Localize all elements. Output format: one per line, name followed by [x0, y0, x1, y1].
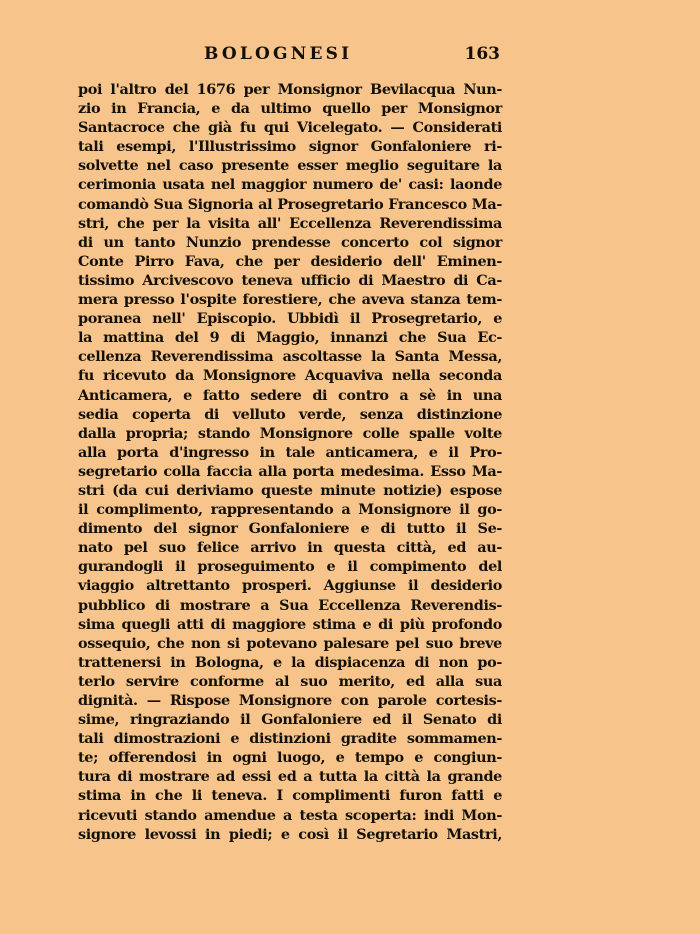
- text-line: stri (da cui deriviamo queste minute notizie) espose: [78, 481, 502, 499]
- text-line: tura di mostrare ad essi ed a tutta la città la grande: [78, 768, 502, 786]
- text-line: te; offerendosi in ogni luogo, e tempo e congiun-: [78, 749, 502, 767]
- text-line: cerimonia usata nel maggior numero de' casi: laonde: [78, 176, 502, 194]
- text-line: trattenersi in Bologna, e la dispiacenza di non po-: [78, 653, 502, 671]
- text-line: gurandogli il proseguimento e il compimento del: [78, 558, 502, 576]
- text-line: ricevuti stando amendue a testa scoperta: indi Mon-: [78, 806, 502, 824]
- text-line: signore levossi in piedi; e così il Segretario Mastri,: [78, 825, 502, 843]
- text-line: Anticamera, e fatto sedere di contro a sè in una: [78, 386, 502, 404]
- text-line: terlo servire conforme al suo merito, ed alla sua: [78, 672, 502, 690]
- running-title: BOLOGNESI: [204, 44, 353, 64]
- text-line: tali esempi, l'Illustrissimo signor Gonfaloniere ri-: [78, 138, 502, 156]
- text-line: comandò Sua Signoria al Prosegretario Francesco Ma-: [78, 195, 502, 213]
- text-line: ossequio, che non si potevano palesare pel suo breve: [78, 634, 502, 652]
- text-line: sedia coperta di velluto verde, senza distinzione: [78, 405, 502, 423]
- text-line: Santacroce che già fu qui Vicelegato. — Considerati: [78, 119, 502, 137]
- text-line: dignità. — Rispose Monsignore con parole cortesis-: [78, 692, 502, 709]
- text-line: pubblico di mostrare a Sua Eccellenza Reverendis-: [78, 596, 502, 614]
- text-line: Conte Pirro Fava, che per desiderio dell' Eminen-: [78, 252, 502, 270]
- text-line: la mattina del 9 di Maggio, innanzi che Sua Ec-: [78, 329, 502, 347]
- text-line: fu ricevuto da Monsignore Acquaviva nella seconda: [78, 367, 502, 385]
- text-line: nato pel suo felice arrivo in questa città, ed au-: [78, 539, 502, 557]
- text-line: alla porta d'ingresso in tale anticamera, e il Pro-: [78, 443, 502, 461]
- text-line: stima in che li teneva. I complimenti furon fatti e: [78, 787, 502, 805]
- text-line: solvette nel caso presente esser meglio seguitare la: [78, 157, 502, 175]
- page-number: 163: [464, 44, 500, 64]
- text-line: zio in Francia, e da ultimo quello per Monsignor: [78, 100, 502, 118]
- running-head: [80, 44, 500, 68]
- text-line: sime, ringraziando il Gonfaloniere ed il Senato di: [78, 711, 502, 729]
- text-line: cellenza Reverendissima ascoltasse la Santa Messa,: [78, 348, 502, 366]
- body-text: [78, 80, 502, 844]
- text-line: viaggio altrettanto prosperi. Aggiunse il desiderio: [78, 577, 502, 595]
- text-line: poi l'altro del 1676 per Monsignor Bevilacqua Nun-: [78, 81, 502, 98]
- text-line: segretario colla faccia alla porta medesima. Esso Ma-: [78, 462, 502, 480]
- text-line: tissimo Arcivescovo teneva ufficio di Maestro di Ca-: [78, 271, 502, 289]
- text-line: di un tanto Nunzio prendesse concerto col signor: [78, 233, 502, 251]
- text-line: mera presso l'ospite forestiere, che aveva stanza tem-: [78, 291, 502, 309]
- text-line: dalla propria; stando Monsignore colle spalle volte: [78, 424, 502, 442]
- text-line: il complimento, rappresentando a Monsignore il go-: [78, 501, 502, 519]
- text-line: tali dimostrazioni e distinzioni gradite sommamen-: [78, 730, 502, 748]
- text-line: dimento del signor Gonfaloniere e di tutto il Se-: [78, 520, 502, 538]
- text-line: poranea nell' Episcopio. Ubbidì il Prosegretario, e: [78, 310, 502, 328]
- text-line: sima quegli atti di maggiore stima e di più profondo: [78, 615, 502, 633]
- text-line: stri, che per la visita all' Eccellenza Reverendissima: [78, 214, 502, 232]
